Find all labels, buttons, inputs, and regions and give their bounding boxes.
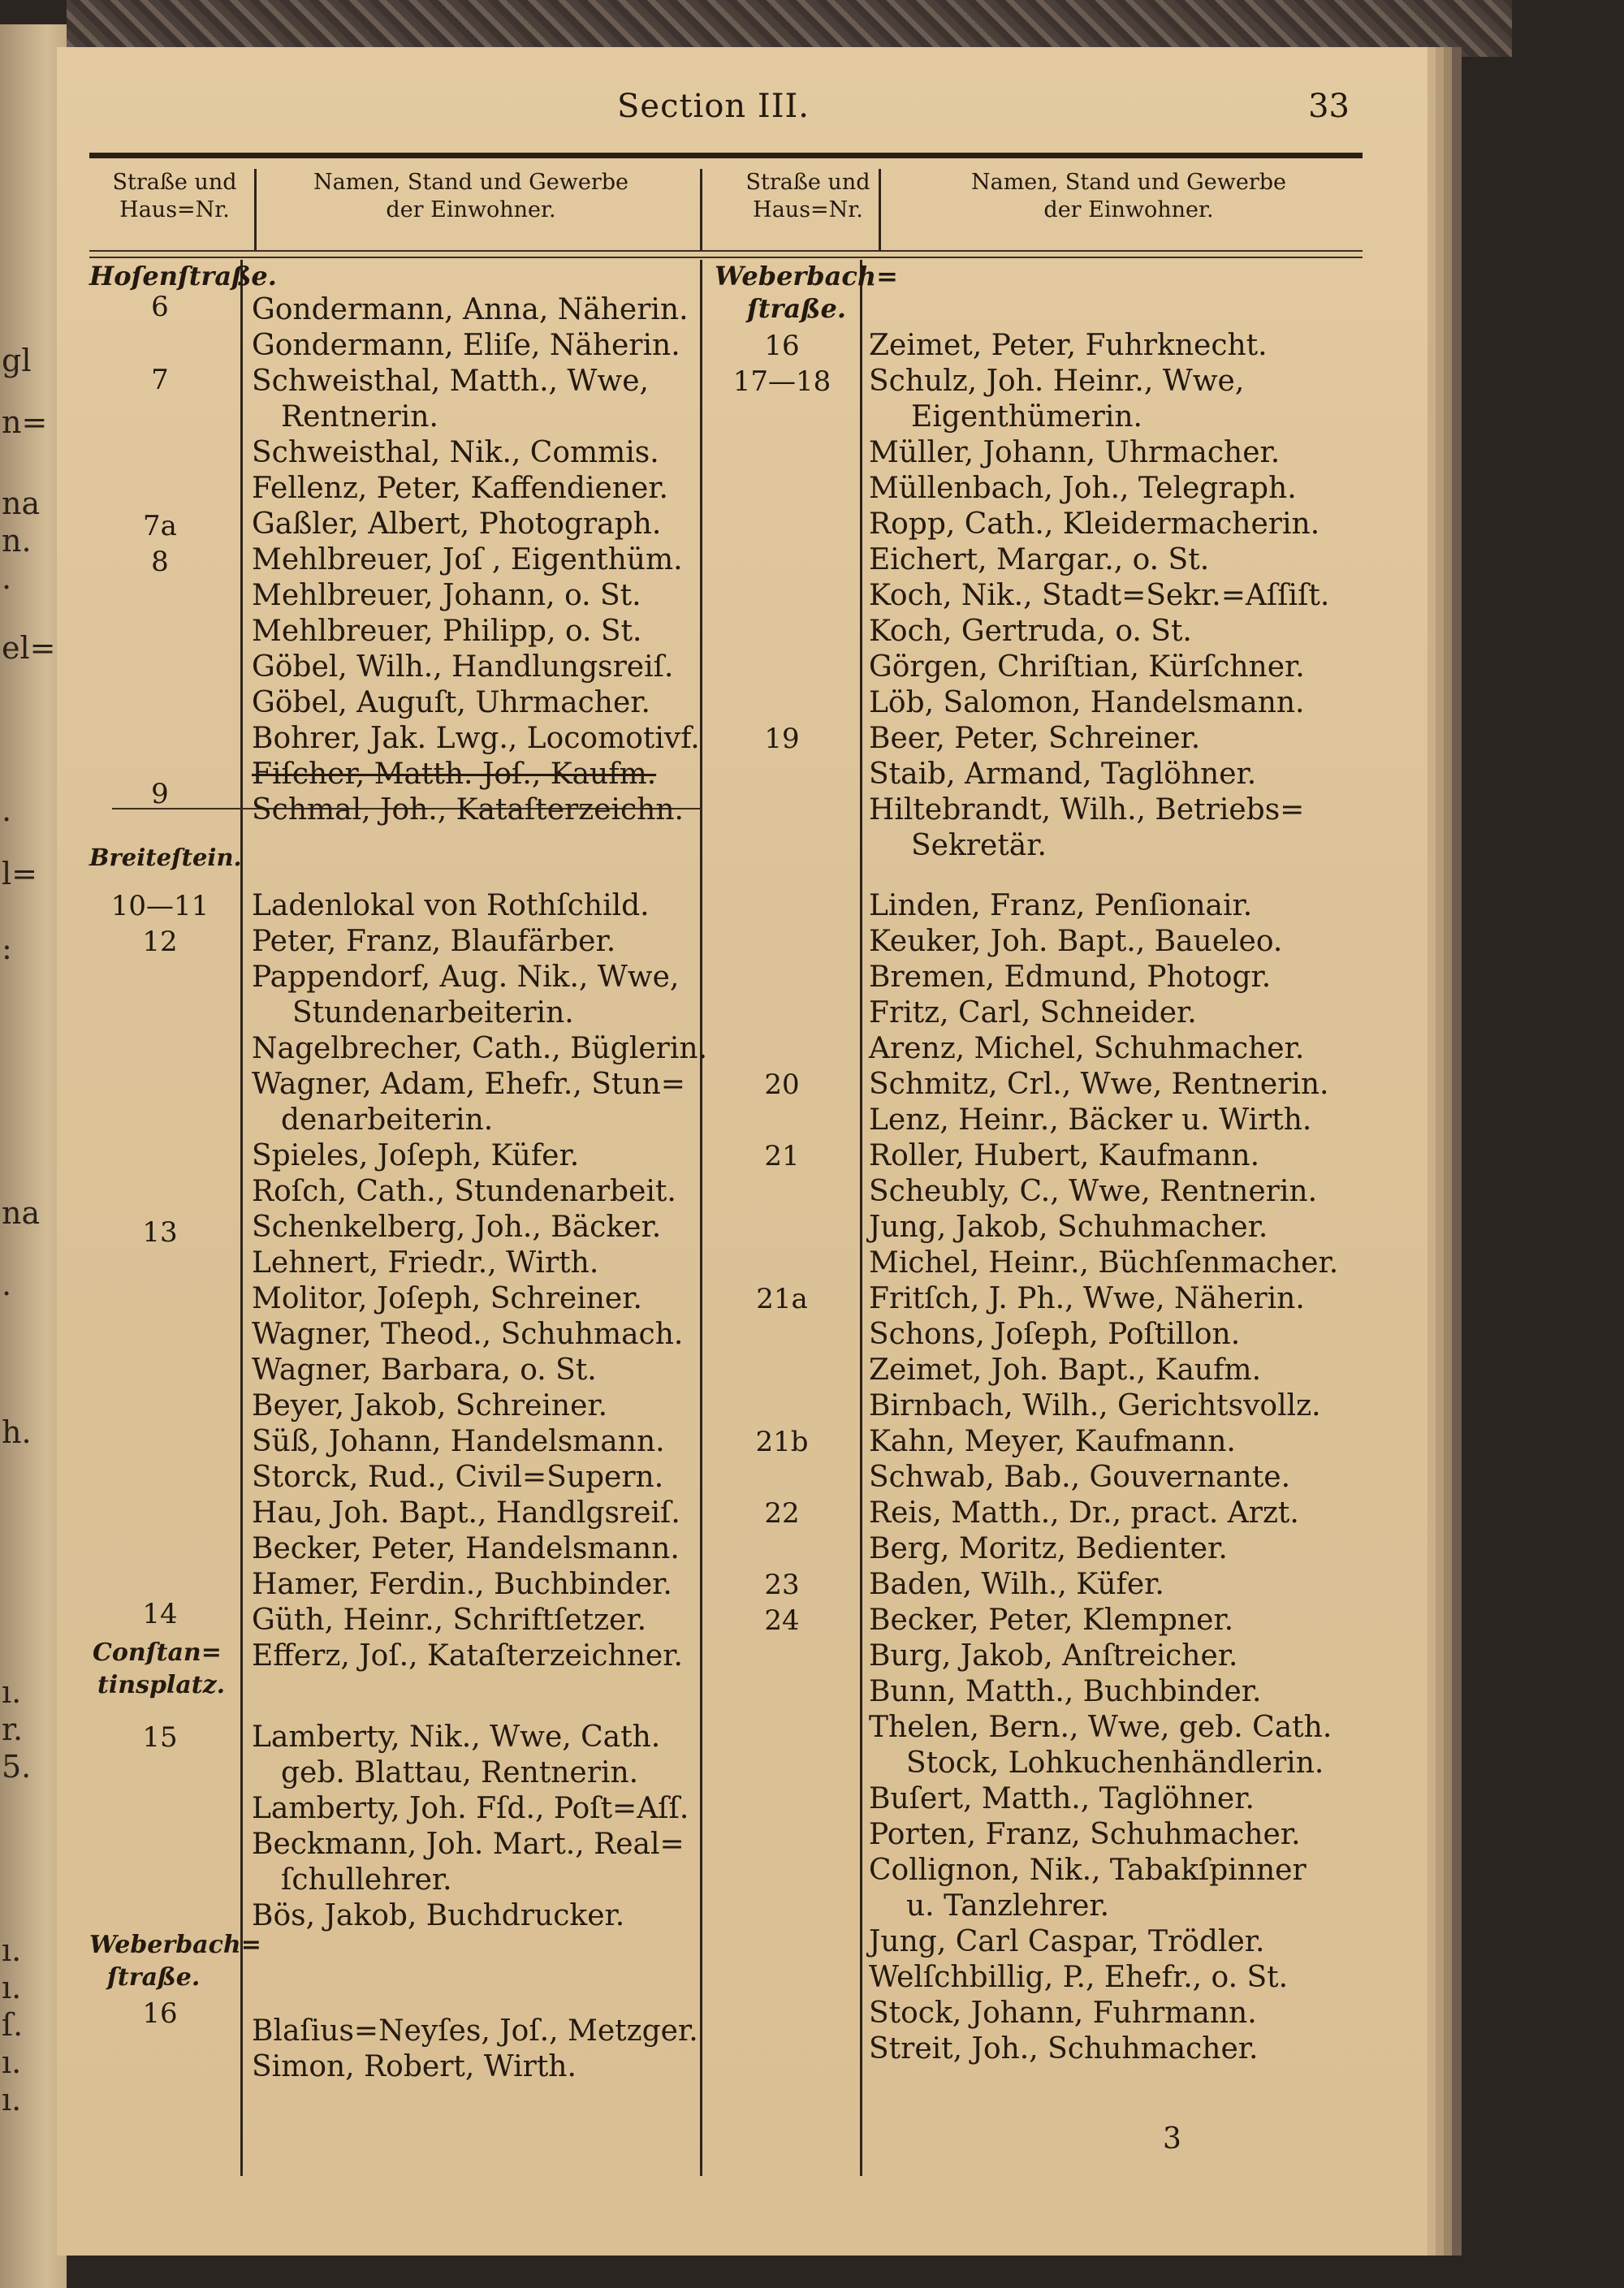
resident-entry: geb. Blattau, Rentnerin. — [281, 1756, 639, 1789]
house-number: 21a — [756, 1283, 808, 1315]
house-number: 9 — [151, 778, 169, 810]
resident-entry: Fritſch, J. Ph., Wwe, Näherin. — [869, 1282, 1305, 1315]
house-number: 16 — [764, 330, 800, 362]
resident-entry: u. Tanzlehrer. — [906, 1889, 1110, 1923]
resident-entry: Spieles, Joſeph, Küfer. — [252, 1139, 580, 1172]
resident-entry: Wagner, Barbara, o. St. — [252, 1353, 597, 1387]
resident-entry: Scheubly, C., Wwe, Rentnerin. — [869, 1175, 1318, 1208]
house-number: 21b — [755, 1426, 809, 1458]
left-page-fragment: el= — [2, 630, 56, 666]
resident-entry: Schmal, Joh., Kataſterzeichn. — [252, 793, 684, 827]
house-number: 17—18 — [732, 365, 831, 398]
resident-entry: Gondermann, Eliſe, Näherin. — [252, 329, 680, 362]
header-line: der Einwohner. — [386, 197, 556, 222]
resident-entry: Zeimet, Joh. Bapt., Kaufm. — [869, 1353, 1262, 1387]
left-page-fragment: n. — [2, 523, 32, 559]
resident-entry: Collignon, Nik., Tabakſpinner — [869, 1854, 1307, 1887]
house-number: 8 — [151, 546, 169, 578]
resident-entry: Schweisthal, Nik., Commis. — [252, 436, 659, 469]
resident-entry: Simon, Robert, Wirth. — [252, 2050, 577, 2083]
resident-entry: Schmitz, Crl., Wwe, Rentnerin. — [869, 1068, 1329, 1101]
resident-entry: Linden, Franz, Penſionair. — [869, 889, 1253, 922]
left-page-fragment: . — [2, 792, 12, 828]
resident-entry: Beer, Peter, Schreiner. — [869, 722, 1201, 755]
resident-entry: Göbel, Wilh., Handlungsreiſ. — [252, 650, 674, 684]
column-header-street-left — [73, 169, 276, 224]
resident-entry: Eichert, Margar., o. St. — [869, 543, 1210, 576]
resident-entry: Thelen, Bern., Wwe, geb. Cath. — [869, 1711, 1332, 1744]
left-page-fragment: ı. — [2, 1932, 22, 1968]
left-page-fragment: . — [2, 1267, 12, 1302]
resident-entry: Löb, Salomon, Handelsmann. — [869, 686, 1305, 719]
header-line: Straße und — [745, 170, 870, 195]
resident-entry: Baden, Wilh., Küfer. — [869, 1568, 1164, 1601]
resident-entry: Reis, Matth., Dr., pract. Arzt. — [869, 1496, 1299, 1530]
resident-entry: Bunn, Matth., Buchbinder. — [869, 1675, 1262, 1708]
left-page-fragment: ı. — [2, 2082, 22, 2117]
column-header-names-right — [901, 169, 1356, 224]
resident-entry: Birnbach, Wilh., Gerichtsvollz. — [869, 1389, 1321, 1422]
house-number: 7 — [151, 364, 169, 396]
resident-entry: Porten, Franz, Schuhmacher. — [869, 1818, 1301, 1851]
resident-entry: ſchullehrer. — [281, 1863, 452, 1897]
resident-entry: Peter, Franz, Blaufärber. — [252, 925, 616, 958]
resident-entry: Stundenarbeiterin. — [292, 996, 574, 1030]
resident-entry: Hamer, Ferdin., Buchbinder. — [252, 1568, 672, 1601]
header-line: Haus=Nr. — [753, 197, 863, 222]
resident-entry: denarbeiterin. — [281, 1103, 494, 1137]
section-title: Section III. — [617, 88, 810, 125]
resident-entry: Wagner, Adam, Ehefr., Stun= — [252, 1068, 685, 1101]
resident-entry: Lamberty, Nik., Wwe, Cath. — [252, 1720, 661, 1754]
house-number: 21 — [764, 1140, 800, 1172]
resident-entry: Müllenbach, Joh., Telegraph. — [869, 472, 1297, 505]
resident-entry: Jung, Carl Caspar, Trödler. — [869, 1925, 1265, 1958]
left-page-fragment: ı. — [2, 2044, 22, 2080]
resident-entry: Görgen, Chriſtian, Kürſchner. — [869, 650, 1305, 684]
left-page-fragment: l= — [2, 856, 37, 891]
resident-entry: Mehlbreuer, Johann, o. St. — [252, 579, 641, 612]
left-page-fragment: 5. — [2, 1749, 32, 1785]
resident-entry: Koch, Gertruda, o. St. — [869, 615, 1192, 648]
resident-entry: Rentnerin. — [281, 400, 438, 434]
header-line: Straße und — [112, 170, 237, 195]
resident-entry: Efferz, Joſ., Kataſterzeichner. — [252, 1639, 683, 1673]
resident-entry: Stock, Johann, Fuhrmann. — [869, 1997, 1257, 2030]
house-number: 24 — [764, 1604, 800, 1637]
left-page-fragment: r. — [2, 1712, 24, 1747]
header-line: der Einwohner. — [1043, 197, 1214, 222]
resident-entry: Streit, Joh., Schuhmacher. — [869, 2032, 1259, 2066]
resident-entry: Buſert, Matth., Taglöhner. — [869, 1782, 1255, 1815]
resident-entry: Fiſcher, Matth. Joſ., Kaufm. — [252, 758, 657, 791]
resident-entry: Beckmann, Joh. Mart., Real= — [252, 1828, 685, 1861]
house-number: 14 — [142, 1598, 178, 1630]
column-divider — [879, 169, 881, 250]
header-rule — [89, 153, 1363, 158]
house-number: 12 — [142, 926, 178, 958]
street-name: ſtraße. — [747, 293, 846, 324]
resident-entry: Gaßler, Albert, Photograph. — [252, 507, 662, 541]
resident-entry: Schweisthal, Matth., Wwe, — [252, 365, 649, 398]
resident-entry: Roſch, Cath., Stundenarbeit. — [252, 1175, 676, 1208]
resident-entry: Bös, Jakob, Buchdrucker. — [252, 1899, 625, 1932]
column-header-names-left — [260, 169, 682, 224]
page-number: 33 — [1308, 88, 1350, 125]
resident-entry: Süß, Johann, Handelsmann. — [252, 1425, 665, 1458]
header-line: Namen, Stand und Gewerbe — [970, 170, 1286, 195]
resident-entry: Fritz, Carl, Schneider. — [869, 996, 1197, 1030]
resident-entry: Mehlbreuer, Philipp, o. St. — [252, 615, 642, 648]
street-name: Weberbach= — [89, 1931, 261, 1959]
house-number: 10—11 — [110, 890, 209, 922]
column-divider — [700, 260, 702, 2176]
column-divider — [860, 260, 862, 2176]
resident-entry: Sekretär. — [911, 829, 1047, 862]
resident-entry: Stock, Lohkuchenhändlerin. — [906, 1746, 1324, 1780]
resident-entry: Berg, Moritz, Bedienter. — [869, 1532, 1228, 1565]
resident-entry: Schulz, Joh. Heinr., Wwe, — [869, 365, 1245, 398]
left-page-fragment: na — [2, 486, 41, 521]
house-number: 15 — [142, 1721, 178, 1754]
street-name: ſtraße. — [107, 1963, 201, 1992]
left-page-fragment: : — [2, 930, 12, 966]
resident-entry: Gondermann, Anna, Näherin. — [252, 293, 689, 326]
left-page-fragment: h. — [2, 1414, 32, 1450]
house-number: 23 — [764, 1569, 800, 1601]
left-page-fragment: n= — [2, 404, 48, 440]
house-number: 7a — [143, 510, 177, 542]
column-divider — [240, 260, 243, 2176]
resident-entry: Welſchbillig, P., Ehefr., o. St. — [869, 1961, 1289, 1994]
resident-entry: Blaſius=Neyſes, Joſ., Metzger. — [252, 2014, 698, 2048]
resident-entry: Jung, Jakob, Schuhmacher. — [869, 1211, 1268, 1244]
resident-entry: Wagner, Theod., Schuhmach. — [252, 1318, 684, 1351]
house-number: 19 — [764, 723, 800, 755]
resident-entry: Göbel, Auguſt, Uhrmacher. — [252, 686, 650, 719]
resident-entry: Staib, Armand, Taglöhner. — [869, 758, 1257, 791]
resident-entry: Arenz, Michel, Schuhmacher. — [869, 1032, 1305, 1065]
header-line: Haus=Nr. — [119, 197, 230, 222]
resident-entry: Burg, Jakob, Anſtreicher. — [869, 1639, 1238, 1673]
column-header-rule — [89, 250, 1363, 252]
resident-entry: Eigenthümerin. — [911, 400, 1142, 434]
header-line: Namen, Stand und Gewerbe — [313, 170, 628, 195]
resident-entry: Müller, Johann, Uhrmacher. — [869, 436, 1281, 469]
street-name: Conſtan= — [93, 1638, 222, 1667]
house-number: 22 — [764, 1497, 800, 1530]
resident-entry: Mehlbreuer, Joſ , Eigenthüm. — [252, 543, 683, 576]
house-number: 6 — [151, 291, 169, 323]
left-page-fragment: gl — [2, 343, 32, 378]
house-number: 13 — [142, 1216, 178, 1249]
resident-entry: Zeimet, Peter, Fuhrknecht. — [869, 329, 1268, 362]
resident-entry: Ropp, Cath., Kleidermacherin. — [869, 507, 1320, 541]
street-name: Hoſenſtraße. — [89, 261, 277, 291]
resident-entry: Keuker, Joh. Bapt., Baueleo. — [869, 925, 1283, 958]
resident-entry: Pappendorf, Aug. Nik., Wwe, — [252, 961, 680, 994]
resident-entry: Beyer, Jakob, Schreiner. — [252, 1389, 608, 1422]
resident-entry: Lehnert, Friedr., Wirth. — [252, 1246, 599, 1280]
resident-entry: Kahn, Meyer, Kaufmann. — [869, 1425, 1236, 1458]
resident-entry: Becker, Peter, Klempner. — [869, 1604, 1234, 1637]
column-divider — [254, 169, 257, 250]
resident-entry: Michel, Heinr., Büchſenmacher. — [869, 1246, 1339, 1280]
left-page-fragment: ſ. — [2, 2007, 24, 2043]
resident-entry: Lamberty, Joh. Fſd., Poſt=Aſſ. — [252, 1792, 689, 1825]
resident-entry: Molitor, Joſeph, Schreiner. — [252, 1282, 642, 1315]
directory-page — [57, 47, 1427, 2256]
resident-entry: Hau, Joh. Bapt., Handlgsreiſ. — [252, 1496, 680, 1530]
column-divider — [700, 169, 702, 250]
resident-entry: Roller, Hubert, Kaufmann. — [869, 1139, 1260, 1172]
resident-entry: Storck, Rud., Civil=Supern. — [252, 1461, 664, 1494]
left-page-fragment: na — [2, 1195, 41, 1231]
resident-entry: Bremen, Edmund, Photogr. — [869, 961, 1272, 994]
house-number: 16 — [142, 1997, 178, 2030]
resident-entry: Bohrer, Jak. Lwg., Locomotivf. — [252, 722, 700, 755]
street-name: Weberbach= — [715, 261, 898, 291]
resident-entry: Schenkelberg, Joh., Bäcker. — [252, 1211, 662, 1244]
resident-entry: Becker, Peter, Handelsmann. — [252, 1532, 680, 1565]
column-header-rule — [89, 257, 1363, 258]
resident-entry: Schwab, Bab., Gouvernante. — [869, 1461, 1291, 1494]
left-page-fragment: ı. — [2, 1674, 22, 1710]
street-name: tinsplatz. — [97, 1671, 226, 1699]
street-name: Breiteſtein. — [89, 844, 242, 871]
resident-entry: Güth, Heinr., Schriftſetzer. — [252, 1604, 647, 1637]
left-page-fragment: ı. — [2, 1970, 22, 2005]
resident-entry: Ladenlokal von Rothſchild. — [252, 889, 650, 922]
left-page-fragment: . — [2, 560, 12, 596]
house-number: 20 — [764, 1068, 800, 1101]
resident-entry: Lenz, Heinr., Bäcker u. Wirth. — [869, 1103, 1312, 1137]
resident-entry: Nagelbrecher, Cath., Büglerin. — [252, 1032, 708, 1065]
resident-entry: Hiltebrandt, Wilh., Betriebs= — [869, 793, 1305, 827]
resident-entry: Fellenz, Peter, Kaffendiener. — [252, 472, 668, 505]
resident-entry: Schons, Joſeph, Poſtillon. — [869, 1318, 1241, 1351]
signature-number: 3 — [1163, 2122, 1181, 2156]
resident-entry: Koch, Nik., Stadt=Sekr.=Aſſiſt. — [869, 579, 1330, 612]
